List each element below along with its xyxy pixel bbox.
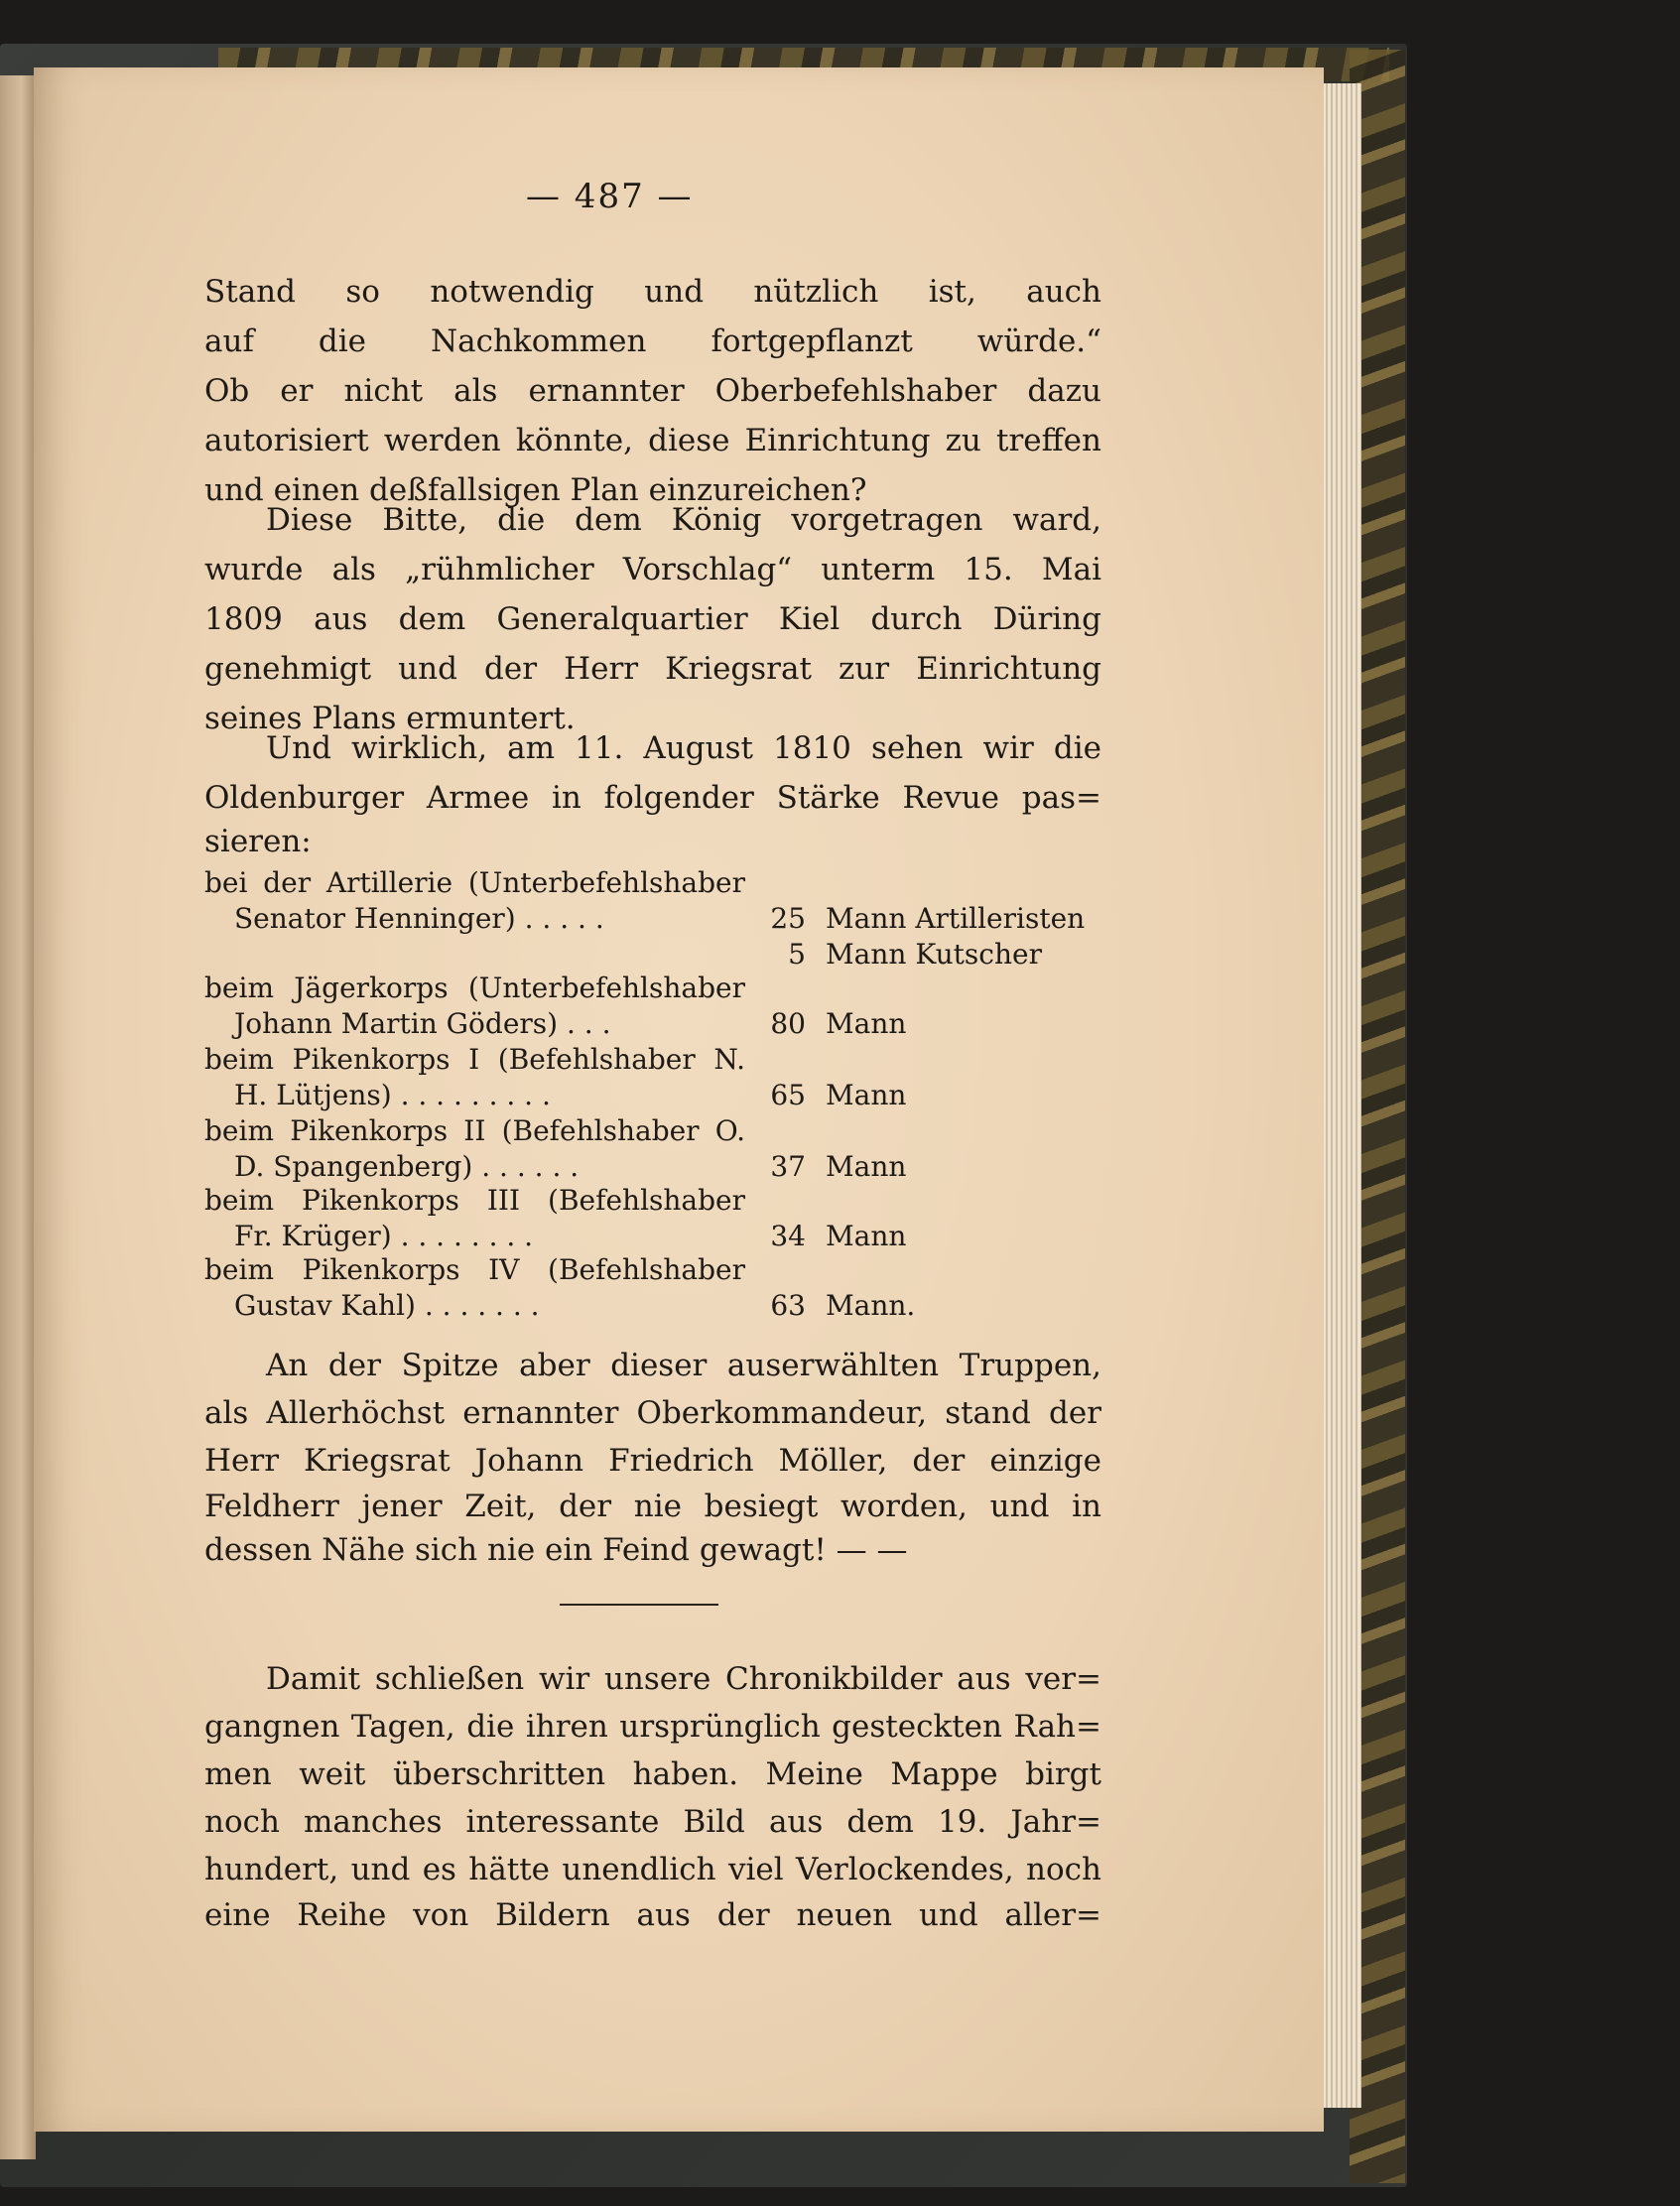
troop-jaeger-commander: Johann Martin Göders) . . . bbox=[234, 1007, 611, 1040]
troop-piken4-commander: Gustav Kahl) . . . . . . . bbox=[234, 1289, 540, 1322]
para4-line-5: dessen Nähe sich nie ein Feind gewagt! — — bbox=[204, 1532, 908, 1568]
troop-piken2-name: beim Pikenkorps II (Befehlshaber O. bbox=[204, 1114, 745, 1147]
troop-artillery-unit: Mann Artilleristen bbox=[826, 902, 1086, 935]
para3-line-1: Und wirklich, am 11. August 1810 sehen wir die bbox=[266, 730, 1101, 766]
para2-line-1: Diese Bitte, die dem König vorgetragen ward, bbox=[266, 502, 1101, 538]
troop-piken3-count: 34 bbox=[770, 1220, 806, 1252]
troop-piken3-unit: Mann bbox=[826, 1220, 907, 1252]
troop-piken2-commander: D. Spangenberg) . . . . . . bbox=[234, 1150, 580, 1183]
para4-line-4: Feldherr jener Zeit, der nie besiegt worden, und in bbox=[204, 1489, 1101, 1524]
troop-piken3-commander: Fr. Krüger) . . . . . . . . bbox=[234, 1220, 534, 1252]
troop-artillery-count: 25 bbox=[770, 902, 806, 935]
para2-line-5: seines Plans ermuntert. bbox=[204, 701, 576, 736]
para1-line-4: autorisiert werden könnte, diese Einrichtung zu treffen bbox=[204, 423, 1101, 458]
troop-piken2-count: 37 bbox=[770, 1150, 806, 1183]
para1-line-1: Stand so notwendig und nützlich ist, auch bbox=[204, 274, 1101, 310]
troop-piken1-name: beim Pikenkorps I (Befehlshaber N. bbox=[204, 1043, 745, 1076]
troop-piken4-unit: Mann. bbox=[826, 1289, 916, 1322]
troop-artillery-commander: Senator Henninger) . . . . . bbox=[234, 902, 604, 935]
troop-piken4-count: 63 bbox=[770, 1289, 806, 1322]
troop-jaeger-name: beim Jägerkorps (Unterbefehlshaber bbox=[204, 972, 745, 1004]
para5-line-6: eine Reihe von Bildern aus der neuen und aller= bbox=[204, 1897, 1101, 1933]
para4-line-1: An der Spitze aber dieser auserwählten Truppen, bbox=[266, 1348, 1101, 1383]
para1-line-2: auf die Nachkommen fortgepflanzt würde.“ bbox=[204, 324, 1101, 359]
para1-line-3: Ob er nicht als ernannter Oberbefehlshaber dazu bbox=[204, 373, 1101, 409]
para2-line-2: wurde als „rühmlicher Vorschlag“ unterm 15. Mai bbox=[204, 552, 1101, 587]
troop-piken4-name: beim Pikenkorps IV (Befehlshaber bbox=[204, 1253, 745, 1286]
troop-artillery-name: bei der Artillerie (Unterbefehlshaber bbox=[204, 866, 745, 899]
para5-line-4: noch manches interessante Bild aus dem 19. Jahr= bbox=[204, 1804, 1101, 1840]
para3-line-3: sieren: bbox=[204, 824, 312, 859]
para5-line-3: men weit überschritten haben. Meine Mappe birgt bbox=[204, 1756, 1101, 1792]
para2-line-4: genehmigt und der Herr Kriegsrat zur Einrichtung bbox=[204, 651, 1101, 687]
troop-jaeger-unit: Mann bbox=[826, 1007, 907, 1040]
facing-page-edge bbox=[0, 75, 36, 2159]
troop-piken1-unit: Mann bbox=[826, 1079, 907, 1111]
troop-drivers-unit: Mann Kutscher bbox=[826, 938, 1042, 971]
troop-drivers-count: 5 bbox=[788, 938, 806, 971]
section-divider bbox=[560, 1604, 718, 1606]
para1-line-5: und einen deßfallsigen Plan einzureichen? bbox=[204, 472, 867, 508]
troop-piken1-count: 65 bbox=[770, 1079, 806, 1111]
para4-line-2: als Allerhöchst ernannter Oberkommandeur, stand der bbox=[204, 1395, 1101, 1431]
page-number: — 487 — bbox=[526, 177, 694, 216]
para4-line-3: Herr Kriegsrat Johann Friedrich Möller, der einzige bbox=[204, 1443, 1101, 1479]
para3-line-2: Oldenburger Armee in folgender Stärke Revue pas= bbox=[204, 780, 1101, 816]
troop-piken1-commander: H. Lütjens) . . . . . . . . . bbox=[234, 1079, 551, 1111]
para5-line-2: gangnen Tagen, die ihren ursprünglich gesteckten Rah= bbox=[204, 1709, 1101, 1745]
para5-line-1: Damit schließen wir unsere Chronikbilder aus ver= bbox=[266, 1661, 1101, 1697]
para2-line-3: 1809 aus dem Generalquartier Kiel durch Düring bbox=[204, 601, 1101, 637]
troop-jaeger-count: 80 bbox=[770, 1007, 806, 1040]
troop-piken3-name: beim Pikenkorps III (Befehlshaber bbox=[204, 1184, 745, 1217]
para5-line-5: hundert, und es hätte unendlich viel Verlockendes, noch bbox=[204, 1852, 1101, 1887]
troop-piken2-unit: Mann bbox=[826, 1150, 907, 1183]
